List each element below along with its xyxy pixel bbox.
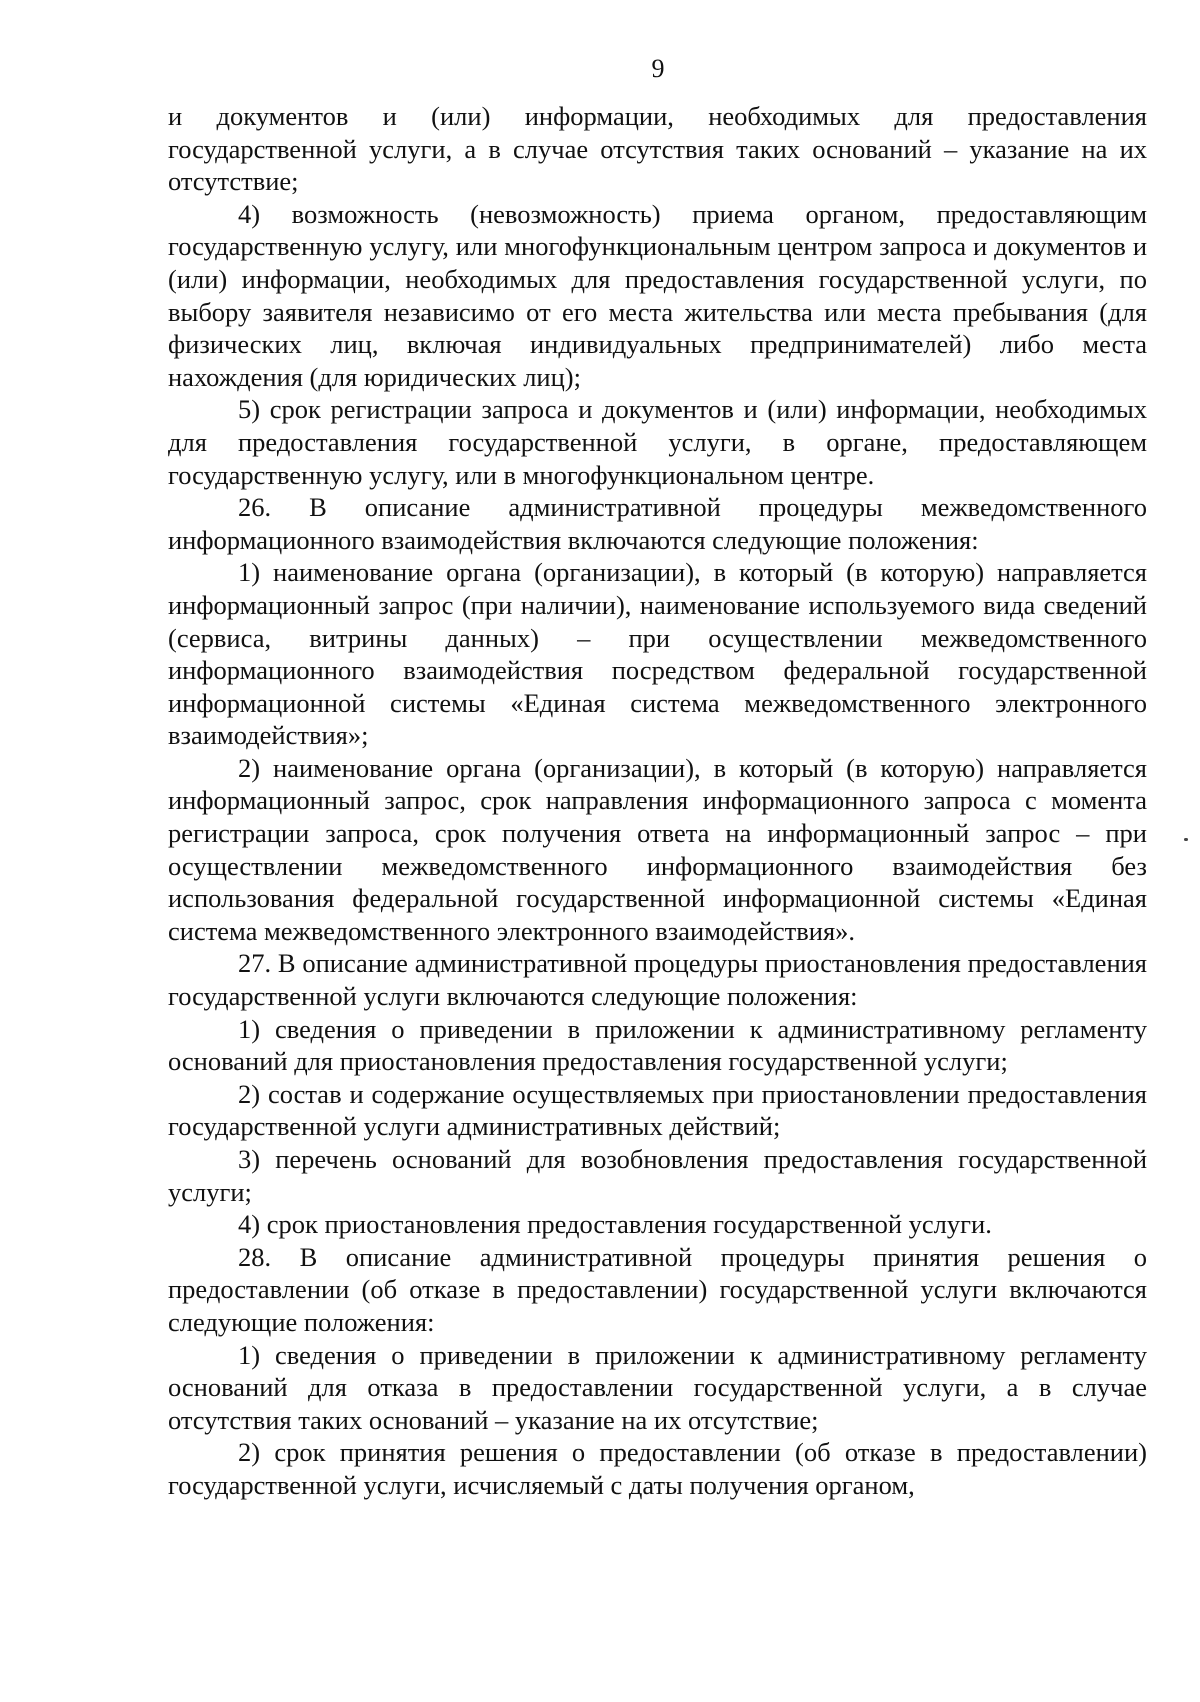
page-number: 9 (651, 54, 665, 83)
paragraph-clause-28: 28. В описание административной процедуры принятия решения о предоставлении (об отказе в предоставлении) государственной услуги включаются следующие положения: (168, 1241, 1147, 1337)
paragraph-27-item-3: 3) перечень оснований для возобновления предоставления государственной услуги; (168, 1144, 1147, 1207)
paragraph-clause-27: 27. В описание административной процедуры приостановления предоставления государственной услуги включаются следующие положения: (168, 948, 1147, 1012)
paragraph-27-item-2: 2) состав и содержание осуществляемых при приостановлении предоставления государственной услуги административных действий; (168, 1078, 1147, 1142)
paragraph-clause-26: 26. В описание административной процедуры межведомственного информационного взаимодействия включаются следующие положения: (168, 492, 1147, 555)
paragraph-26-item-2: 2) наименование органа (организации), в который (в которую) направляется информационный запрос, срок направления информационного запроса с момента регистрации запроса, срок получения ответа на информационный запрос – при осуществлении межведомственного информационного взаимодействия без использования федеральной государственной информационной системы «Единая система межведомственного электронного взаимодействия». (168, 752, 1147, 946)
paragraph-27-item-1: 1) сведения о приведении в приложении к административному регламенту оснований для приостановления предоставления государственной услуги; (168, 1013, 1147, 1077)
paragraph-28-item-1: 1) сведения о приведении в приложении к административному регламенту оснований для отказа в предоставлении государственной услуги, а в случае отсутствия таких оснований – указание на их отсутствие; (168, 1339, 1147, 1435)
body-text (168, 100, 1147, 1502)
paragraph-27-item-4: 4) срок приостановления предоставления государственной услуги. (238, 1209, 992, 1240)
paragraph-item-4: 4) возможность (невозможность) приема органом, предоставляющим государственную услугу, или многофункциональным центром запроса и документов и (или) информации, необходимых для предоставления государственной услуги, по выбору заявителя независимо от его места жительства или места пребывания (для физических лиц, включая индивидуальных предпринимателей) либо места нахождения (для юридических лиц); (168, 198, 1147, 392)
paragraph-28-item-2: 2) срок принятия решения о предоставлении (об отказе в предоставлении) государственной услуги, исчисляемый с даты получения органом, (168, 1437, 1147, 1500)
paragraph-26-item-1: 1) наименование органа (организации), в который (в которую) направляется информационный запрос (при наличии), наименование используемого вида сведений (сервиса, витрины данных) – при осуществлении межведомственного информационного взаимодействия посредством федеральной государственной информационной системы «Единая система межведомственного электронного взаимодействия»; (168, 557, 1147, 751)
paragraph-continuation: и документов и (или) информации, необходимых для предоставления государственной услуги, а в случае отсутствия таких оснований – указание на их отсутствие; (168, 101, 1147, 197)
scan-speck (1184, 838, 1188, 841)
paragraph-item-5: 5) срок регистрации запроса и документов и (или) информации, необходимых для предоставления государственной услуги, в органе, предоставляющем государственную услугу, или в многофункциональном центре. (168, 394, 1147, 490)
